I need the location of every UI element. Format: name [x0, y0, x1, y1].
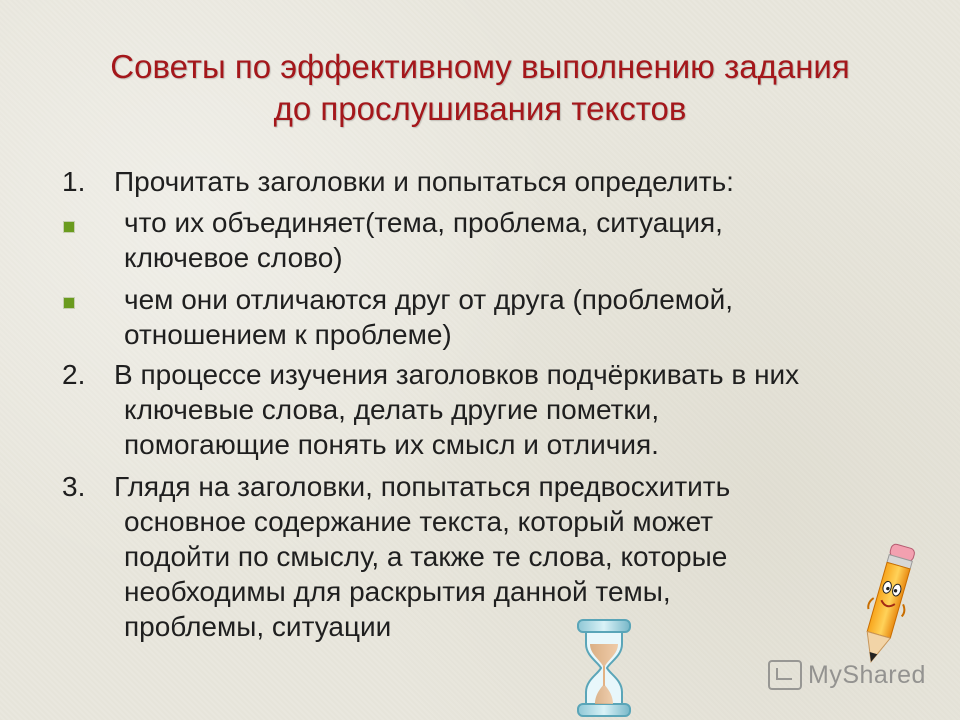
item-3-line-2: основное содержание текста, который может: [124, 506, 714, 537]
item-number-2: 2.: [62, 359, 86, 390]
item-3-line-3: подойти по смыслу, а также те слова, которые: [124, 541, 728, 572]
item-3-line-5: проблемы, ситуации: [124, 611, 392, 642]
bullet-2-line-2: отношением к проблеме): [124, 319, 452, 350]
bullet-2-line-1: чем они отличаются друг от друга (проблемой,: [124, 284, 734, 315]
item-2-line-1: В процессе изучения заголовков подчёркивать в них: [114, 359, 800, 390]
bullet-square-icon: [64, 222, 74, 232]
item-2-line-3: помогающие понять их смысл и отличия.: [124, 429, 659, 460]
item-1-text: Прочитать заголовки и попытаться определить:: [114, 166, 734, 197]
item-2-line-2: ключевые слова, делать другие пометки,: [124, 394, 660, 425]
watermark-text: MyShared: [808, 660, 926, 689]
item-number-3: 3.: [62, 471, 86, 502]
bullet-1-line-1: что их объединяет(тема, проблема, ситуация,: [124, 207, 723, 238]
slide-title-line-2: до прослушивания текстов: [273, 90, 687, 127]
slide-title-line-1: Советы по эффективному выполнению задания: [110, 48, 850, 85]
item-3-line-1: Глядя на заголовки, попытаться предвосхитить: [114, 471, 731, 502]
watermark: [768, 658, 926, 692]
pencil-character-icon: [858, 542, 916, 670]
item-3-line-4: необходимы для раскрытия данной темы,: [124, 576, 671, 607]
bullet-square-icon: [64, 298, 74, 308]
myshared-logo-icon: [768, 660, 802, 690]
hourglass-icon: [572, 616, 636, 720]
item-number-1: 1.: [62, 166, 86, 197]
bullet-1-line-2: ключевое слово): [124, 242, 343, 273]
